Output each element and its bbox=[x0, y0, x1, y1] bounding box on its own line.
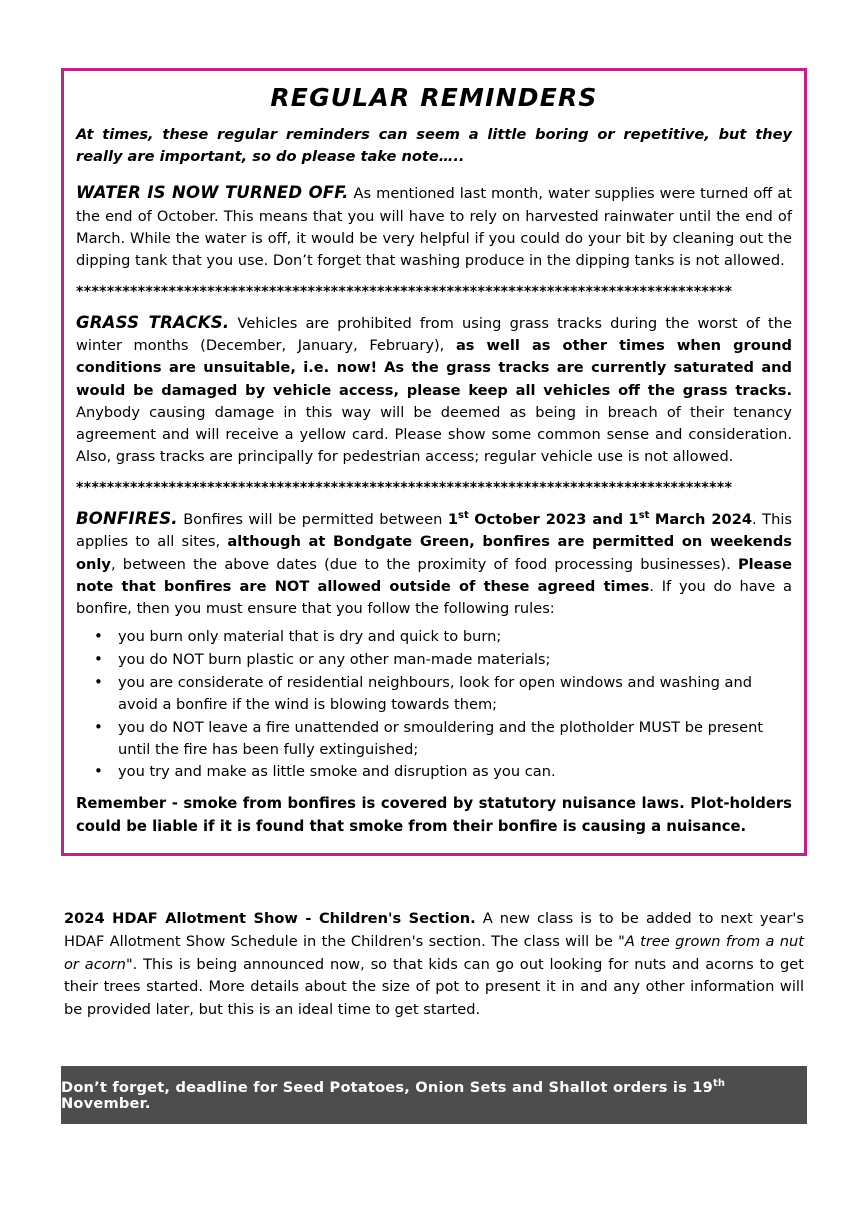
show-class-name: A tree grown from a nut or acorn bbox=[64, 932, 804, 973]
bonfires-date-2-rest: March 2024 bbox=[654, 511, 753, 529]
deadline-text-2: November. bbox=[61, 1095, 151, 1113]
grass-heading: GRASS TRACKS. bbox=[76, 313, 230, 333]
bonfires-date-2-sup: st bbox=[638, 510, 650, 522]
grass-text-1: Vehicles are prohibited from using grass tracks during the worst of the winter months (December, January, February), bbox=[76, 315, 793, 355]
water-heading: WATER IS NOW TURNED OFF. bbox=[76, 183, 349, 203]
list-item: • you are considerate of residential neighbours, look for open windows and washing and avoid a bonfire if the wind is blowing towards them; bbox=[76, 672, 792, 716]
show-text-2: ". This is being announced now, so that kids can go out looking for nuts and acorns to get their trees started. More details about the size of pot to present it in and any other information will be provided later, but this is an ideal time to get started. bbox=[64, 955, 805, 1019]
allotment-show-section bbox=[64, 908, 804, 1022]
bonfire-rules-list bbox=[76, 626, 792, 783]
reminders-title: REGULAR REMINDERS bbox=[270, 83, 598, 112]
bonfires-paragraph bbox=[76, 506, 792, 620]
deadline-text-1: Don’t forget, deadline for Seed Potatoes, Onion Sets and Shallot orders is bbox=[61, 1078, 687, 1096]
separator-2: ************************************************************************************* bbox=[76, 480, 733, 497]
list-item: • you try and make as little smoke and disruption as you can. bbox=[76, 761, 792, 783]
bonfires-text-2: . This applies to all sites, bbox=[76, 511, 793, 551]
bonfires-text-1: Bonfires will be permitted between bbox=[183, 511, 443, 529]
deadline-banner bbox=[61, 1066, 807, 1124]
grass-bold-1: as well as other times when ground conditions are unsuitable, i.e. now! bbox=[76, 337, 793, 377]
deadline-text bbox=[61, 1078, 807, 1113]
water-paragraph bbox=[76, 180, 792, 272]
deadline-day-sup: th bbox=[712, 1077, 726, 1089]
regular-reminders-box bbox=[61, 68, 807, 856]
list-item: • you burn only material that is dry and quick to burn; bbox=[76, 626, 792, 648]
bonfires-text-4: . If you do have a bonfire, then you must ensure that you follow the following rules: bbox=[76, 577, 792, 617]
list-item: • you do NOT leave a fire unattended or smouldering and the plotholder MUST be present until the fire has been fully extinguished; bbox=[76, 717, 792, 761]
bonfires-heading: BONFIRES. bbox=[76, 509, 178, 529]
grass-paragraph bbox=[76, 310, 792, 468]
grass-text-3: Anybody causing damage in this way will be deemed as being in breach of their tenancy agreement and will receive a yellow card. Please show some common sense and consideration. Also, grass tracks are principally for pedestrian access; regular vehicle use is not allowed. bbox=[76, 403, 792, 466]
list-item: • you do NOT burn plastic or any other man-made materials; bbox=[76, 649, 792, 671]
bonfires-text-3: , between the above dates (due to the proximity of food processing businesses). bbox=[110, 555, 731, 573]
show-heading: 2024 HDAF Allotment Show - Children's Section. bbox=[64, 910, 476, 927]
reminders-intro: At times, these regular reminders can seem a little boring or repetitive, but they really are important, so do please take note….. bbox=[76, 126, 792, 166]
water-text: As mentioned last month, water supplies were turned off at the end of October. This means that you will have to rely on harvested rainwater until the end of March. While the water is off, it would be very helpful if you could do your bit by cleaning out the dipping tank that you use. Don’t forget that washing produce in the dipping tanks is not allowed. bbox=[76, 185, 792, 269]
bonfires-date-1-num: 1 bbox=[447, 511, 459, 529]
bonfires-bold-1: although at Bondgate Green, bonfires are permitted on weekends only bbox=[76, 533, 792, 573]
bonfires-date-1-rest: October 2023 and bbox=[474, 511, 624, 529]
bonfires-date-1-sup: st bbox=[458, 510, 469, 522]
deadline-day-num: 19 bbox=[692, 1078, 713, 1096]
bonfires-remember: Remember - smoke from bonfires is covered by statutory nuisance laws. Plot-holders could be liable if it is found that smoke from their bonfire is causing a nuisance. bbox=[76, 795, 792, 836]
show-text-1: A new class is to be added to next year's HDAF Allotment Show Schedule in the Children's section. The class will be " bbox=[64, 910, 804, 950]
grass-text-2: As the grass tracks are currently saturated and would be damaged by vehicle access, please keep all vehicles off the grass tracks. bbox=[76, 359, 792, 399]
bonfires-bold-2: Please note that bonfires are NOT allowed outside of these agreed times bbox=[76, 555, 792, 595]
separator-1: ************************************************************************************* bbox=[76, 284, 733, 301]
bonfires-date-2-num: 1 bbox=[628, 511, 639, 529]
